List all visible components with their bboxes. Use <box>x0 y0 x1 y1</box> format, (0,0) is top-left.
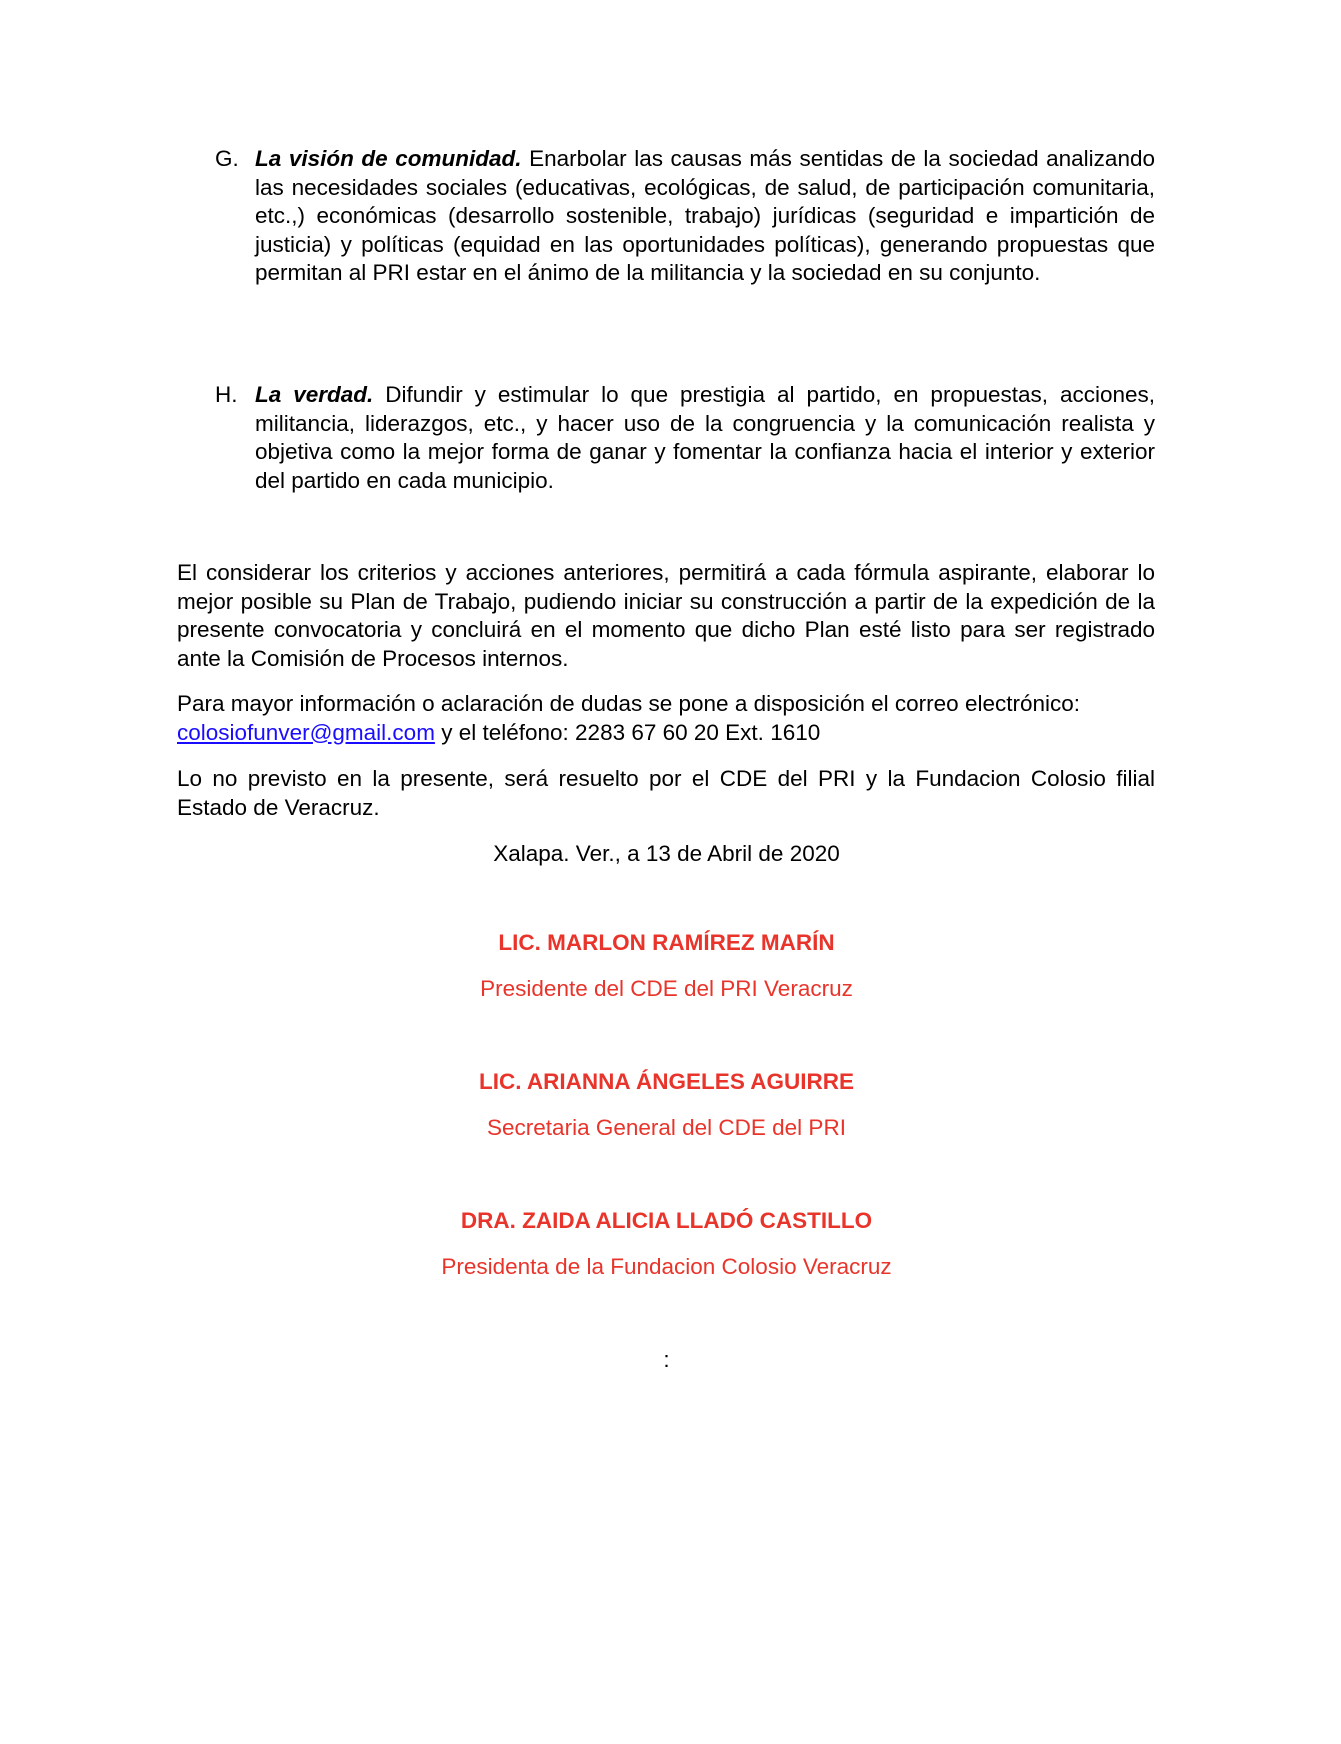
list-item-text: Difundir y estimular lo que prestigia al partido, en propuestas, acciones, militancia, liderazgos, etc., y hacer uso de la congruencia y la comunicación realista y objetiva como la mejor forma de ganar y fomentar la confianza hacia el interior y exterior del partido en cada municipio. <box>255 382 1155 493</box>
list-item-h <box>215 381 1155 495</box>
list-item-body <box>255 145 1155 288</box>
info-paragraph <box>177 690 1155 747</box>
signatory-name: LIC. MARLON RAMÍREZ MARÍN <box>498 930 835 955</box>
list-item-text: Enarbolar las causas más sentidas de la sociedad analizando las necesidades sociales (educativas, ecológicas, de salud, de participación comunitaria, etc.,) económicas (desarrollo sostenible, trabajo) jurídicas (seguridad e impartición de justicia) y políticas (equidad en las oportunidades políticas), generando propuestas que permitan al PRI estar en el ánimo de la militancia y la sociedad en su conjunto. <box>255 146 1155 286</box>
list-item-heading: La visión de comunidad. <box>255 146 522 171</box>
signatory-name: DRA. ZAIDA ALICIA LLADÓ CASTILLO <box>460 1208 873 1233</box>
place-date: Xalapa. Ver., a 13 de Abril de 2020 <box>493 841 840 866</box>
signatory-role: Secretaria General del CDE del PRI <box>487 1115 846 1140</box>
info-intro: Para mayor información o aclaración de dudas se pone a disposición el correo electrónico: <box>177 691 1080 716</box>
email-link[interactable]: colosiofunver@gmail.com <box>177 719 435 745</box>
trailing-mark: : <box>663 1347 670 1372</box>
unforeseen-paragraph: Lo no previsto en la presente, será resuelto por el CDE del PRI y la Fundacion Colosio filial Estado de Veracruz. <box>177 766 1155 820</box>
list-item-g <box>215 145 1155 288</box>
list-marker: H. <box>215 382 238 407</box>
signatory-name: LIC. ARIANNA ÁNGELES AGUIRRE <box>478 1069 854 1094</box>
signatory-role: Presidente del CDE del PRI Veracruz <box>480 976 853 1001</box>
list-item-heading: La verdad. <box>255 382 374 407</box>
list-item-body <box>255 381 1155 495</box>
criteria-paragraph: El considerar los criterios y acciones anteriores, permitirá a cada fórmula aspirante, elaborar lo mejor posible su Plan de Trabajo, pudiendo iniciar su construcción a partir de la expedición de la presente convocatoria y concluirá en el momento que dicho Plan esté listo para ser registrado ante la Comisión de Procesos internos. <box>177 560 1155 671</box>
list-marker: G. <box>215 146 239 171</box>
signatory-role: Presidenta de la Fundacion Colosio Veracruz <box>441 1254 892 1279</box>
info-phone: y el teléfono: 2283 67 60 20 Ext. 1610 <box>441 719 821 745</box>
